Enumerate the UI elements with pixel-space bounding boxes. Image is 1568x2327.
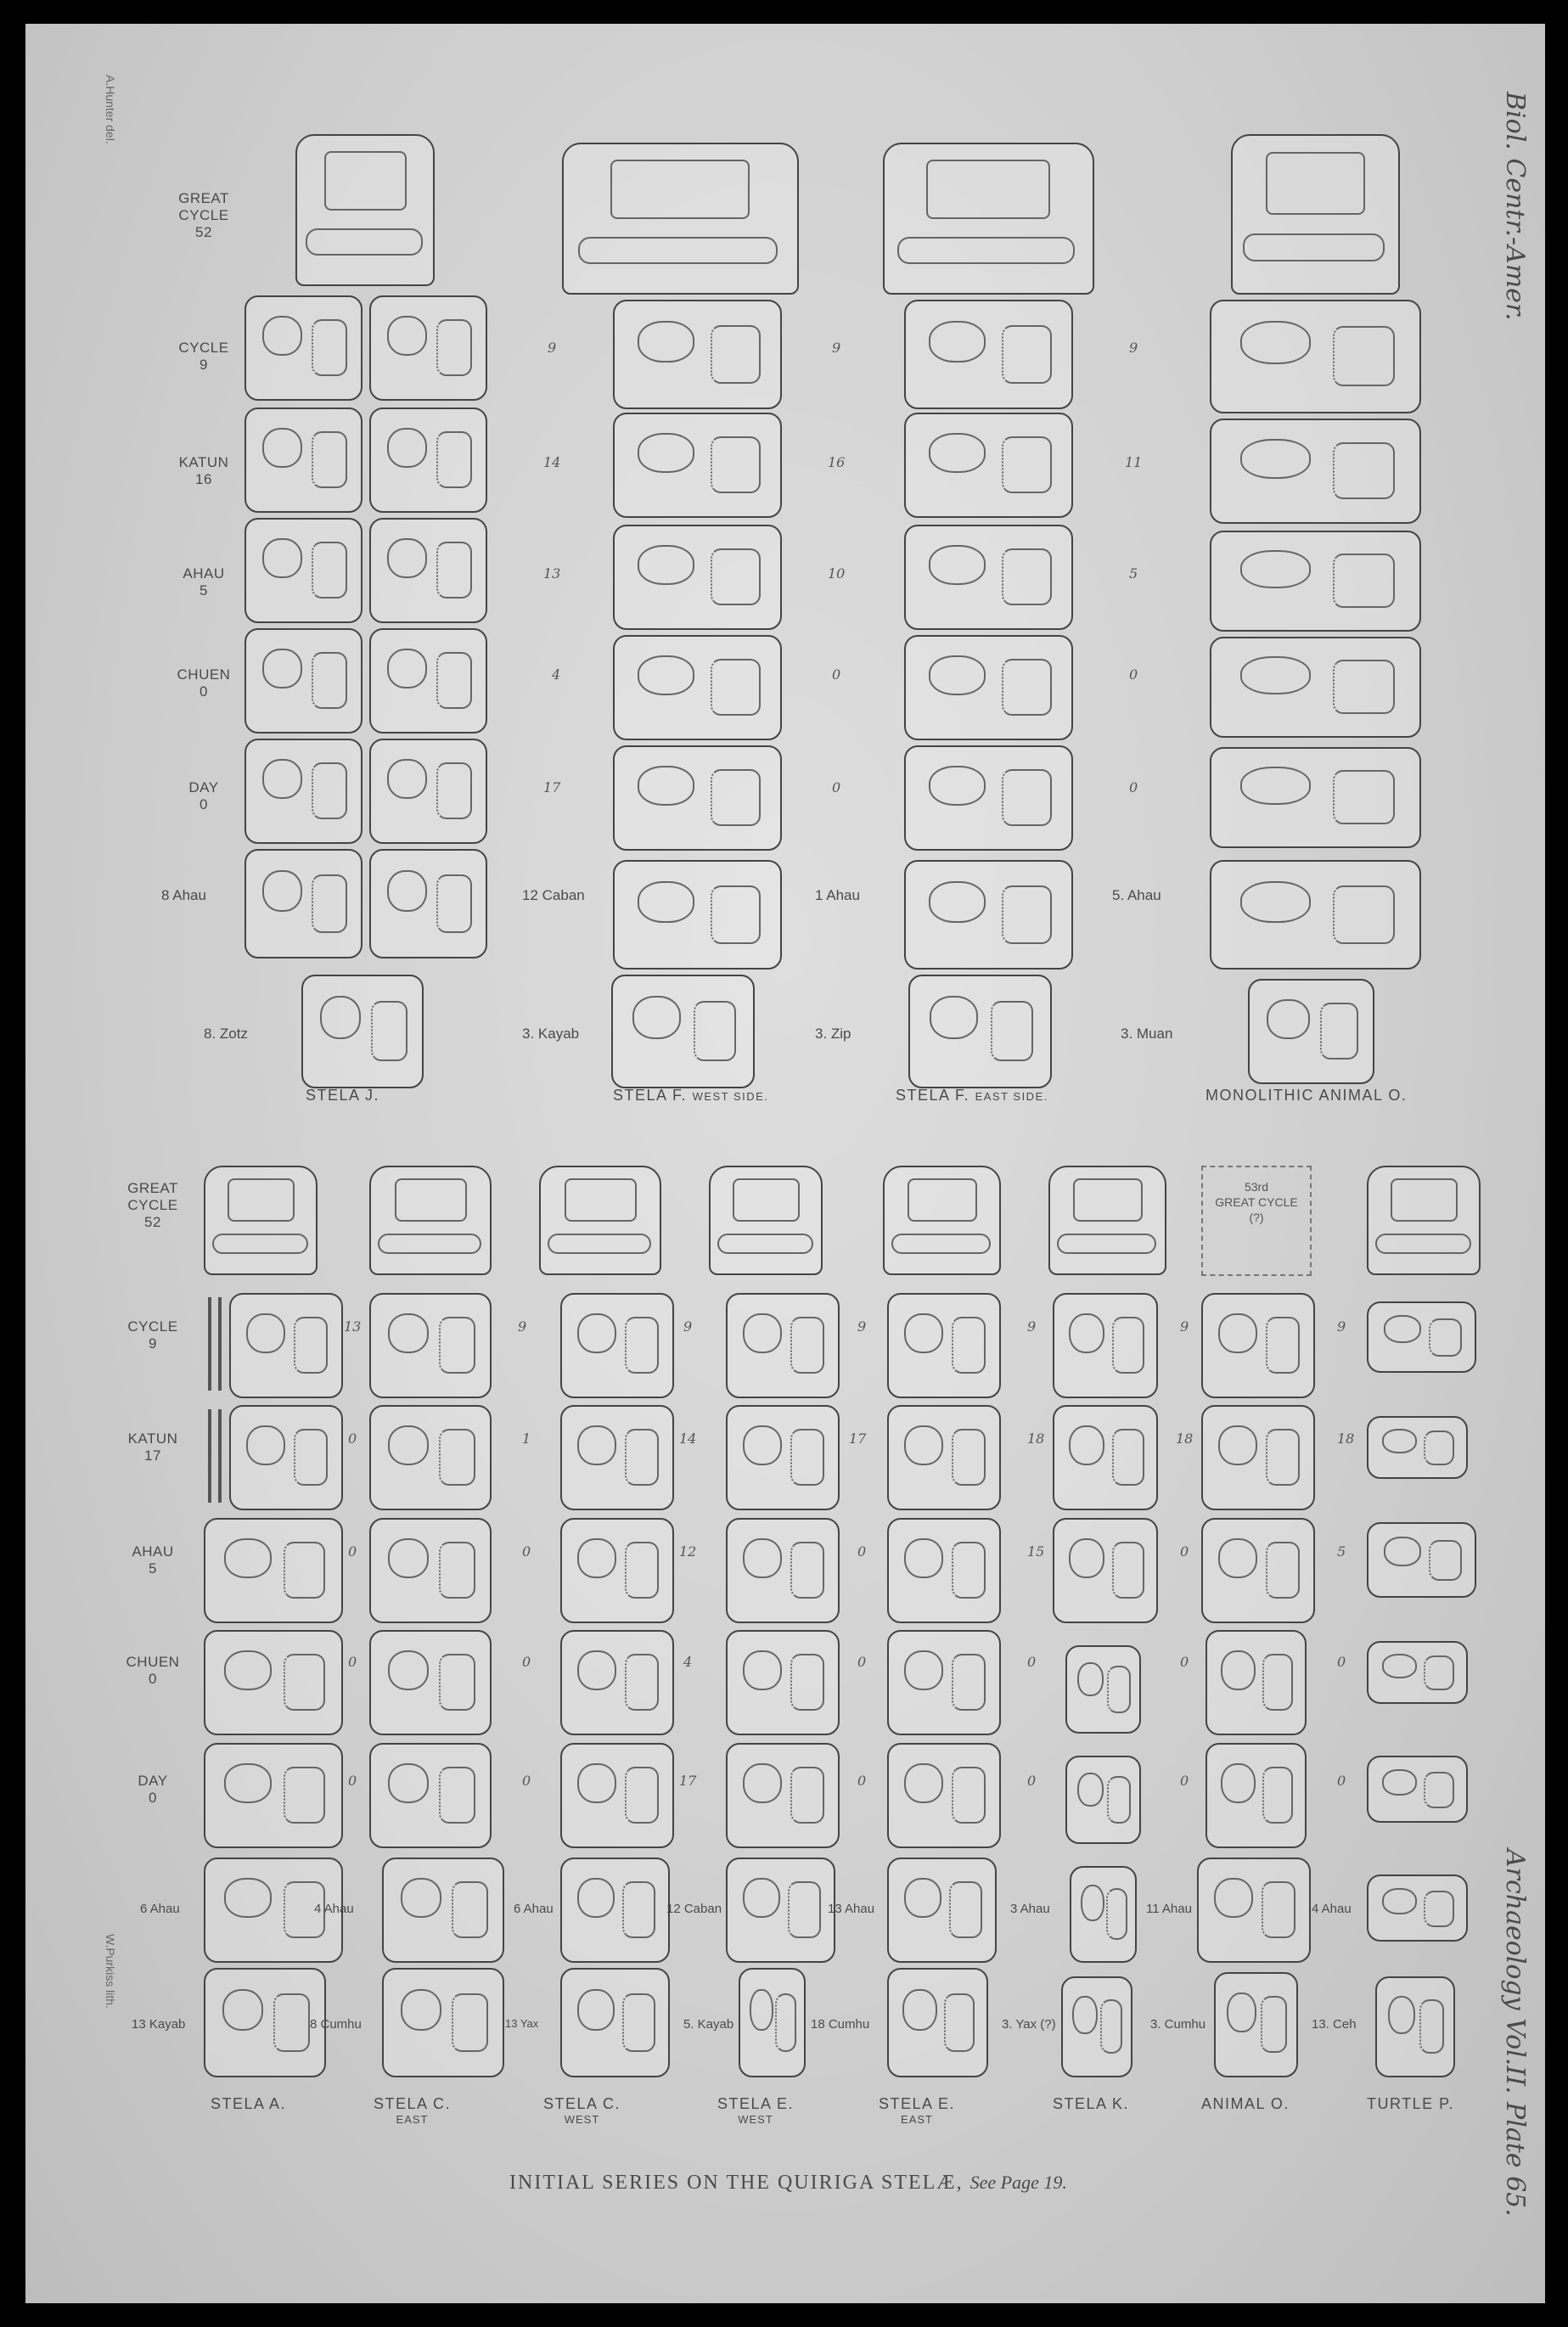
month-glyph [560, 1968, 670, 2077]
great-cycle-glyph [369, 1166, 492, 1275]
glyph [1201, 1405, 1315, 1510]
katun-number: 18 [1027, 1430, 1045, 1447]
glyph [726, 1405, 840, 1510]
great-cycle-glyph [562, 143, 799, 295]
row-label-day: DAY 0 [188, 779, 219, 812]
cycle-number: 13 [344, 1318, 362, 1335]
calendar-day-label: 12 Caban [522, 887, 585, 903]
calendar-month-label: 3. Yax (?) [1002, 2017, 1056, 2032]
day-number: 0 [1180, 1773, 1189, 1789]
great-cycle-note: 53rd GREAT CYCLE (?) [1201, 1166, 1312, 1276]
glyph [887, 1630, 1001, 1735]
glyph [204, 1518, 343, 1623]
glyph [369, 1293, 492, 1398]
glyph [1367, 1522, 1476, 1598]
month-glyph [887, 1968, 988, 2077]
glyph [204, 1630, 343, 1735]
month-glyph [1248, 979, 1374, 1084]
glyph [1201, 1293, 1315, 1398]
calendar-month-label: 18 Cumhu [811, 2017, 870, 2032]
glyph [887, 1293, 1001, 1398]
cycle-number: 9 [548, 340, 557, 356]
ahau-number: 5 [1129, 565, 1138, 582]
calendar-day-label: 6 Ahau [514, 1902, 554, 1916]
glyph [560, 1518, 674, 1623]
glyph [560, 1405, 674, 1510]
glyph [560, 1743, 674, 1848]
glyph [1206, 1630, 1307, 1735]
ahau-number: 0 [348, 1543, 357, 1560]
monument-caption: ANIMAL O. [1201, 2095, 1290, 2112]
chuen-number: 0 [522, 1654, 531, 1670]
glyph [1367, 1641, 1468, 1704]
ahau-number: 5 [1337, 1543, 1346, 1560]
great-cycle-glyph [204, 1166, 318, 1275]
cycle-number: 9 [857, 1318, 867, 1335]
glyph [369, 295, 487, 401]
chuen-number: 4 [683, 1654, 693, 1670]
katun-number: 1 [522, 1430, 531, 1447]
glyph [369, 1743, 492, 1848]
glyph [887, 1405, 1001, 1510]
great-cycle-glyph [883, 1166, 1001, 1275]
ahau-number: 15 [1027, 1543, 1045, 1560]
glyph [613, 300, 782, 409]
lithographer-credit: W.Purkiss lith. [104, 1934, 117, 2009]
chuen-number: 0 [1027, 1654, 1037, 1670]
row-label-chuen: CHUEN 0 [177, 666, 231, 700]
glyph [1367, 1875, 1468, 1942]
monument-caption: STELA F. WEST SIDE. [613, 1087, 769, 1104]
glyph [369, 518, 487, 623]
row-label-ahau: AHAU 5 [183, 565, 225, 599]
glyph [560, 1293, 674, 1398]
glyph [244, 628, 362, 734]
calendar-month-label: 3. Kayab [522, 1026, 580, 1042]
glyph [244, 518, 362, 623]
glyph [887, 1518, 1001, 1623]
glyph [904, 635, 1073, 740]
cycle-number: 9 [1180, 1318, 1189, 1335]
day-number: 0 [348, 1773, 357, 1789]
katun-number: 14 [679, 1430, 697, 1447]
glyph [1210, 747, 1421, 848]
katun-number: 17 [849, 1430, 867, 1447]
glyph [1367, 1416, 1468, 1479]
number-bars [208, 1297, 222, 1391]
monument-caption: STELA C. WEST [543, 2095, 621, 2126]
calendar-month-label: 13 Yax [505, 2017, 539, 2030]
glyph [613, 635, 782, 740]
glyph [887, 1858, 997, 1963]
monument-caption: STELA J. [306, 1087, 380, 1104]
number-bars [208, 1409, 222, 1503]
glyph [613, 745, 782, 851]
glyph [726, 1293, 840, 1398]
row-label-day: DAY 0 [138, 1773, 168, 1806]
ahau-number: 0 [857, 1543, 867, 1560]
glyph [904, 860, 1073, 970]
glyph [244, 849, 362, 958]
month-glyph [301, 975, 424, 1088]
katun-number: 0 [348, 1430, 357, 1447]
glyph [1210, 419, 1421, 524]
cycle-number: 9 [1337, 1318, 1346, 1335]
row-label-chuen: CHUEN 0 [126, 1654, 180, 1687]
great-cycle-glyph [1231, 134, 1400, 295]
glyph [1197, 1858, 1311, 1963]
row-label-ahau: AHAU 5 [132, 1543, 174, 1577]
calendar-month-label: 13. Ceh [1312, 2017, 1357, 2032]
calendar-day-label: 6 Ahau [140, 1902, 180, 1916]
ahau-number: 10 [828, 565, 846, 582]
glyph [560, 1630, 674, 1735]
row-label-katun: KATUN 17 [127, 1430, 178, 1464]
glyph [1065, 1645, 1141, 1734]
plate-title: INITIAL SERIES ON THE QUIRIGA STELÆ, See Page 19. [509, 2172, 1067, 2194]
page-reference: See Page 19. [969, 2172, 1067, 2193]
glyph [1201, 1518, 1315, 1623]
calendar-day-label: 12 Caban [666, 1902, 722, 1916]
glyph [369, 1518, 492, 1623]
monument-caption: STELA F. EAST SIDE. [896, 1087, 1048, 1104]
cycle-number: 9 [518, 1318, 527, 1335]
month-glyph [739, 1968, 806, 2077]
glyph [1210, 860, 1421, 970]
monument-caption: STELA C. EAST [374, 2095, 452, 2126]
glyph [369, 1630, 492, 1735]
great-cycle-glyph [539, 1166, 661, 1275]
katun-number: 11 [1125, 454, 1143, 470]
glyph [1206, 1743, 1307, 1848]
glyph [904, 413, 1073, 518]
glyph [369, 849, 487, 958]
monument-caption: TURTLE P. [1367, 2095, 1454, 2112]
day-number: 17 [543, 779, 561, 795]
plate-sheet [25, 24, 1545, 2303]
glyph [1367, 1301, 1476, 1373]
glyph [369, 628, 487, 734]
ahau-number: 12 [679, 1543, 697, 1560]
row-label-great-cycle: GREAT CYCLE 52 [127, 1180, 178, 1230]
katun-number: 18 [1337, 1430, 1355, 1447]
month-glyph [382, 1968, 504, 2077]
month-glyph [908, 975, 1052, 1088]
monument-caption: STELA E. EAST [879, 2095, 956, 2126]
monument-caption: STELA E. WEST [717, 2095, 795, 2126]
glyph [204, 1743, 343, 1848]
glyph [382, 1858, 504, 1963]
glyph [1053, 1518, 1158, 1623]
artist-credit: A.Hunter del. [104, 75, 117, 144]
monument-caption: STELA A. [211, 2095, 287, 2112]
row-label-cycle: CYCLE 9 [178, 340, 229, 373]
great-cycle-glyph [1367, 1166, 1481, 1275]
row-label-katun: KATUN 16 [178, 454, 229, 487]
glyph [726, 1743, 840, 1848]
glyph [244, 295, 362, 401]
glyph [244, 739, 362, 844]
calendar-month-label: 3. Cumhu [1150, 2017, 1206, 2032]
cycle-number: 9 [683, 1318, 693, 1335]
chuen-number: 0 [832, 666, 841, 683]
day-number: 0 [1129, 779, 1138, 795]
katun-number: 18 [1176, 1430, 1194, 1447]
month-glyph [611, 975, 755, 1088]
calendar-month-label: 8 Cumhu [310, 2017, 362, 2032]
chuen-number: 0 [857, 1654, 867, 1670]
calendar-day-label: 1 Ahau [815, 887, 860, 903]
glyph [613, 525, 782, 630]
row-label-great-cycle: GREAT CYCLE 52 [178, 190, 229, 240]
chuen-number: 0 [348, 1654, 357, 1670]
day-number: 0 [832, 779, 841, 795]
glyph [613, 413, 782, 518]
chuen-number: 0 [1129, 666, 1138, 683]
glyph [244, 408, 362, 513]
calendar-month-label: 3. Zip [815, 1026, 851, 1042]
monument-caption: STELA K. [1053, 2095, 1130, 2112]
calendar-month-label: 3. Muan [1121, 1026, 1173, 1042]
glyph [1210, 637, 1421, 738]
calendar-month-label: 5. Kayab [683, 2017, 734, 2032]
row-label-cycle: CYCLE 9 [127, 1318, 178, 1352]
glyph [1367, 1756, 1468, 1823]
ahau-number: 0 [522, 1543, 531, 1560]
calendar-day-label: 4 Ahau [314, 1902, 354, 1916]
calendar-day-label: 4 Ahau [1312, 1902, 1352, 1916]
glyph [1210, 531, 1421, 632]
glyph [726, 1518, 840, 1623]
glyph [1070, 1866, 1137, 1963]
month-glyph [1061, 1976, 1132, 2077]
day-number: 0 [1337, 1773, 1346, 1789]
glyph [560, 1858, 670, 1963]
cycle-number: 9 [1027, 1318, 1037, 1335]
glyph [229, 1405, 343, 1510]
katun-number: 14 [543, 454, 561, 470]
chuen-number: 0 [1337, 1654, 1346, 1670]
glyph [904, 300, 1073, 409]
glyph [1053, 1293, 1158, 1398]
monument-caption: MONOLITHIC ANIMAL O. [1206, 1087, 1408, 1104]
glyph [726, 1630, 840, 1735]
glyph [369, 408, 487, 513]
cycle-number: 9 [832, 340, 841, 356]
calendar-day-label: 13 Ahau [828, 1902, 875, 1916]
calendar-day-label: 8 Ahau [161, 887, 206, 903]
volume-plate-handwritten: Archaeology Vol.II. Plate 65. [1500, 1849, 1530, 2217]
glyph [369, 739, 487, 844]
great-cycle-glyph [883, 143, 1094, 295]
month-glyph [1375, 1976, 1455, 2077]
great-cycle-glyph [1048, 1166, 1166, 1275]
chuen-number: 0 [1180, 1654, 1189, 1670]
calendar-day-label: 11 Ahau [1146, 1902, 1192, 1916]
calendar-day-label: 5. Ahau [1112, 887, 1161, 903]
katun-number: 16 [828, 454, 846, 470]
glyph [369, 1405, 492, 1510]
ahau-number: 0 [1180, 1543, 1189, 1560]
series-title-handwritten: Biol. Centr.-Amer. [1500, 92, 1530, 321]
glyph [904, 525, 1073, 630]
glyph [613, 860, 782, 970]
glyph [1210, 300, 1421, 413]
cycle-number: 9 [1129, 340, 1138, 356]
glyph [1053, 1405, 1158, 1510]
day-number: 0 [1027, 1773, 1037, 1789]
day-number: 0 [857, 1773, 867, 1789]
glyph [887, 1743, 1001, 1848]
glyph [726, 1858, 835, 1963]
calendar-day-label: 3 Ahau [1010, 1902, 1050, 1916]
glyph [1065, 1756, 1141, 1844]
calendar-month-label: 8. Zotz [204, 1026, 248, 1042]
great-cycle-glyph [709, 1166, 823, 1275]
day-number: 17 [679, 1773, 697, 1789]
glyph [904, 745, 1073, 851]
month-glyph [1214, 1972, 1298, 2077]
calendar-month-label: 13 Kayab [132, 2017, 186, 2032]
great-cycle-glyph [295, 134, 435, 286]
glyph [229, 1293, 343, 1398]
month-glyph [204, 1968, 326, 2077]
ahau-number: 13 [543, 565, 561, 582]
day-number: 0 [522, 1773, 531, 1789]
chuen-number: 4 [552, 666, 561, 683]
